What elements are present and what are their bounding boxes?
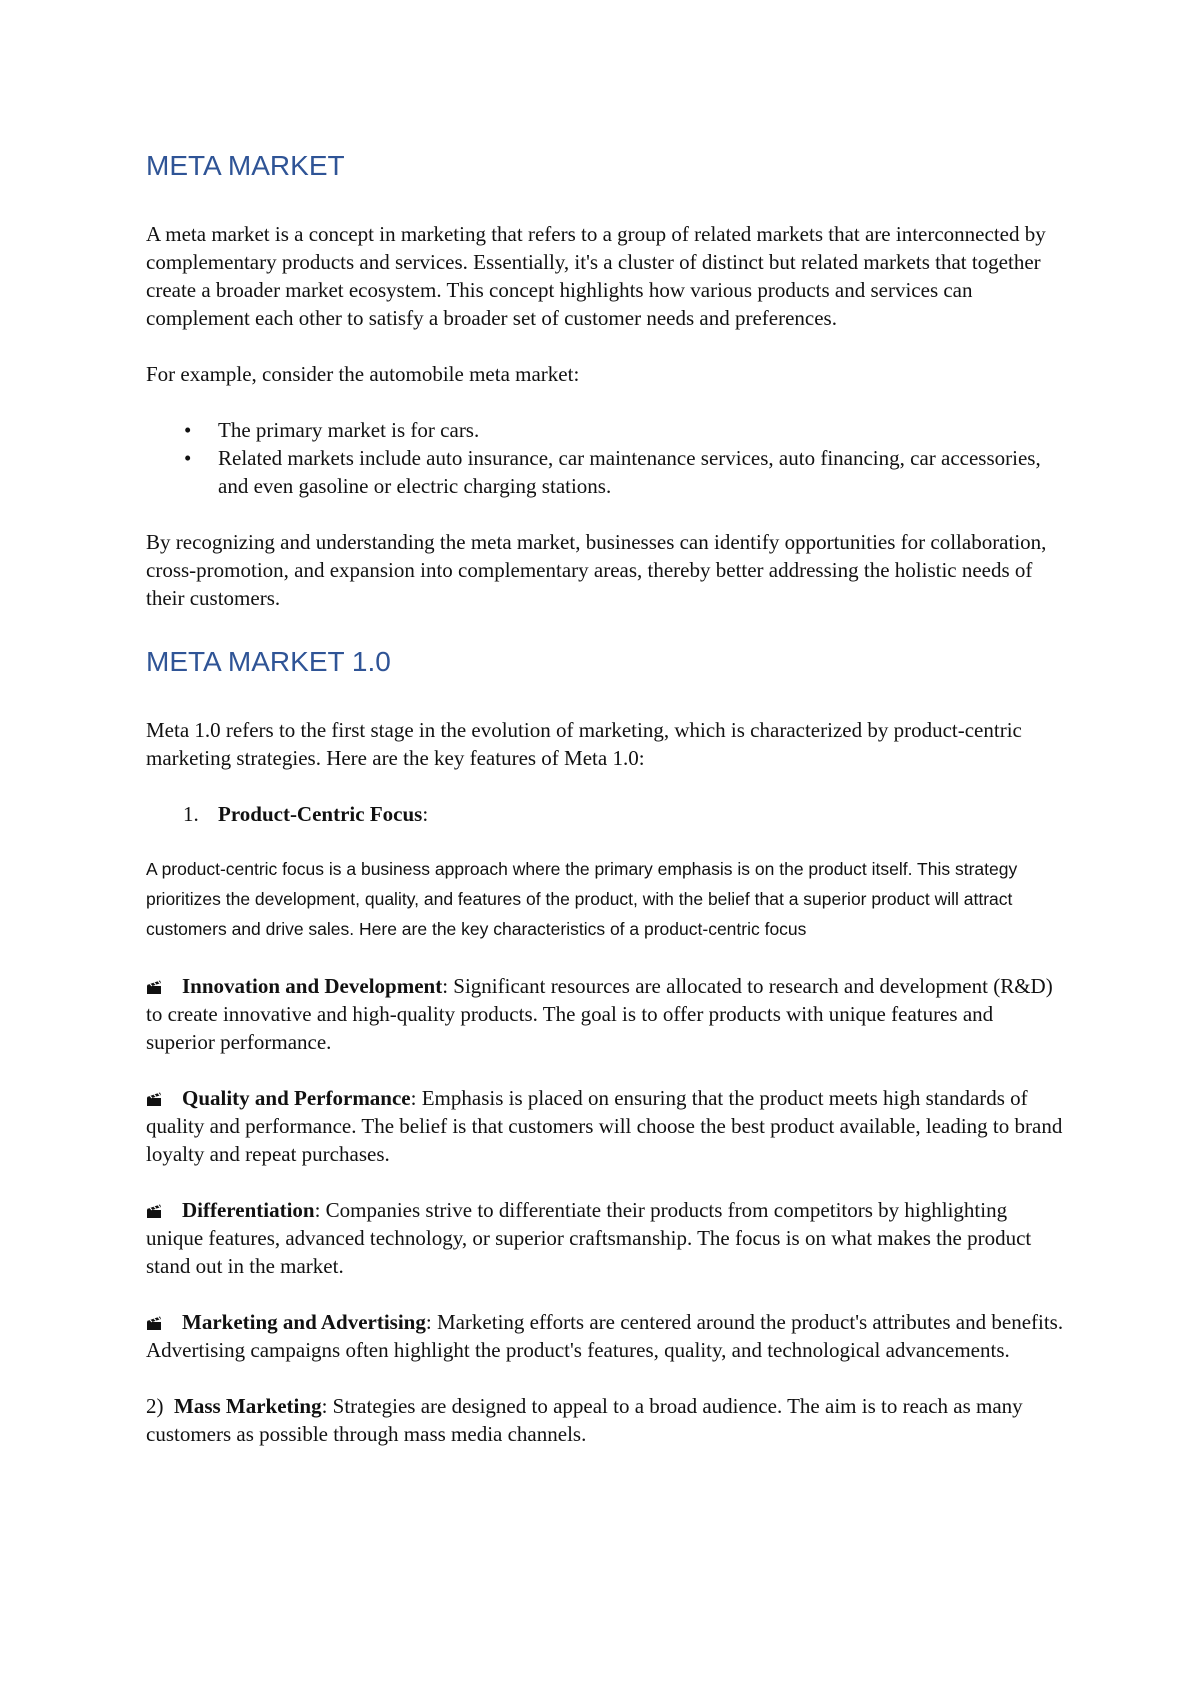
example-bullet-list <box>146 416 1064 500</box>
feature-marketing <box>146 1308 1064 1364</box>
list-item-text: The primary market is for cars. <box>218 418 480 442</box>
feature-text: : Marketing efforts are centered around the product's attributes and benefits. Advertising campaigns often highlight the product's features, quality, and technological advancements. <box>146 1310 1064 1362</box>
section-title-meta-market-1-0: META MARKET 1.0 <box>146 646 391 677</box>
item-suffix: : <box>422 802 429 826</box>
feature-term: Differentiation <box>182 1198 315 1222</box>
feature-text: : Companies strive to differentiate their products from competitors by highlighting unique features, advanced technology, or superior craftsmanship. The focus is on what makes the product stand out in the market. <box>146 1198 1032 1278</box>
item-term: Product-Centric Focus <box>218 802 423 826</box>
clapperboard-icon <box>146 1308 182 1336</box>
clapperboard-icon <box>146 972 182 1000</box>
section-title-meta-market: META MARKET <box>146 150 345 181</box>
bullet-dot-icon: • <box>184 446 192 470</box>
feature-quality <box>146 1084 1064 1168</box>
numbered-item-mass-marketing <box>146 1392 1064 1448</box>
feature-term: Marketing and Advertising <box>182 1310 426 1334</box>
meta-market-intro: A meta market is a concept in marketing that refers to a group of related markets that are interconnected by complementary products and services. Essentially, it's a cluster of distinct but related markets that together create a broader market ecosystem. This concept highlights how various products and services can complement each other to satisfy a broader set of customer needs and preferences. <box>146 222 1046 330</box>
feature-term: Quality and Performance <box>182 1086 411 1110</box>
feature-term: Innovation and Development <box>182 974 443 998</box>
document-body <box>146 146 1064 1448</box>
feature-innovation <box>146 972 1064 1056</box>
list-item <box>146 444 1064 500</box>
product-centric-definition: A product-centric focus is a business approach where the primary emphasis is on the product itself. This strategy prioritizes the development, quality, and features of the product, with the belief that a superior product will attract customers and drive sales. Here are the key characteristics of a product-centric focus <box>146 859 1018 939</box>
clapperboard-icon <box>146 1196 182 1224</box>
feature-text: : Significant resources are allocated to research and development (R&D) to create innovative and high-quality products. The goal is to offer products with unique features and superior performance. <box>146 974 1053 1054</box>
numbered-item-product-centric <box>146 800 1064 828</box>
item-number: 2) <box>146 1394 164 1418</box>
feature-differentiation <box>146 1196 1064 1280</box>
example-lead: For example, consider the automobile meta market: <box>146 362 580 386</box>
clapperboard-icon <box>146 1084 182 1112</box>
meta-1-intro: Meta 1.0 refers to the first stage in the evolution of marketing, which is characterized by product-centric marketing strategies. Here are the key features of Meta 1.0: <box>146 718 1022 770</box>
item-number: 1. <box>183 802 199 826</box>
item-text: : Strategies are designed to appeal to a broad audience. The aim is to reach as many customers as possible through mass media channels. <box>146 1394 1023 1446</box>
bullet-dot-icon: • <box>184 418 192 442</box>
list-item-text: Related markets include auto insurance, car maintenance services, auto financing, car accessories, and even gasoline or electric charging stations. <box>218 446 1041 498</box>
list-item <box>146 416 1064 444</box>
meta-market-conclusion: By recognizing and understanding the meta market, businesses can identify opportunities for collaboration, cross-promotion, and expansion into complementary areas, thereby better addressing the holistic needs of their customers. <box>146 530 1047 610</box>
feature-text: : Emphasis is placed on ensuring that the product meets high standards of quality and performance. The belief is that customers will choose the best product available, leading to brand loyalty and repeat purchases. <box>146 1086 1063 1166</box>
item-term: Mass Marketing <box>174 1394 322 1418</box>
